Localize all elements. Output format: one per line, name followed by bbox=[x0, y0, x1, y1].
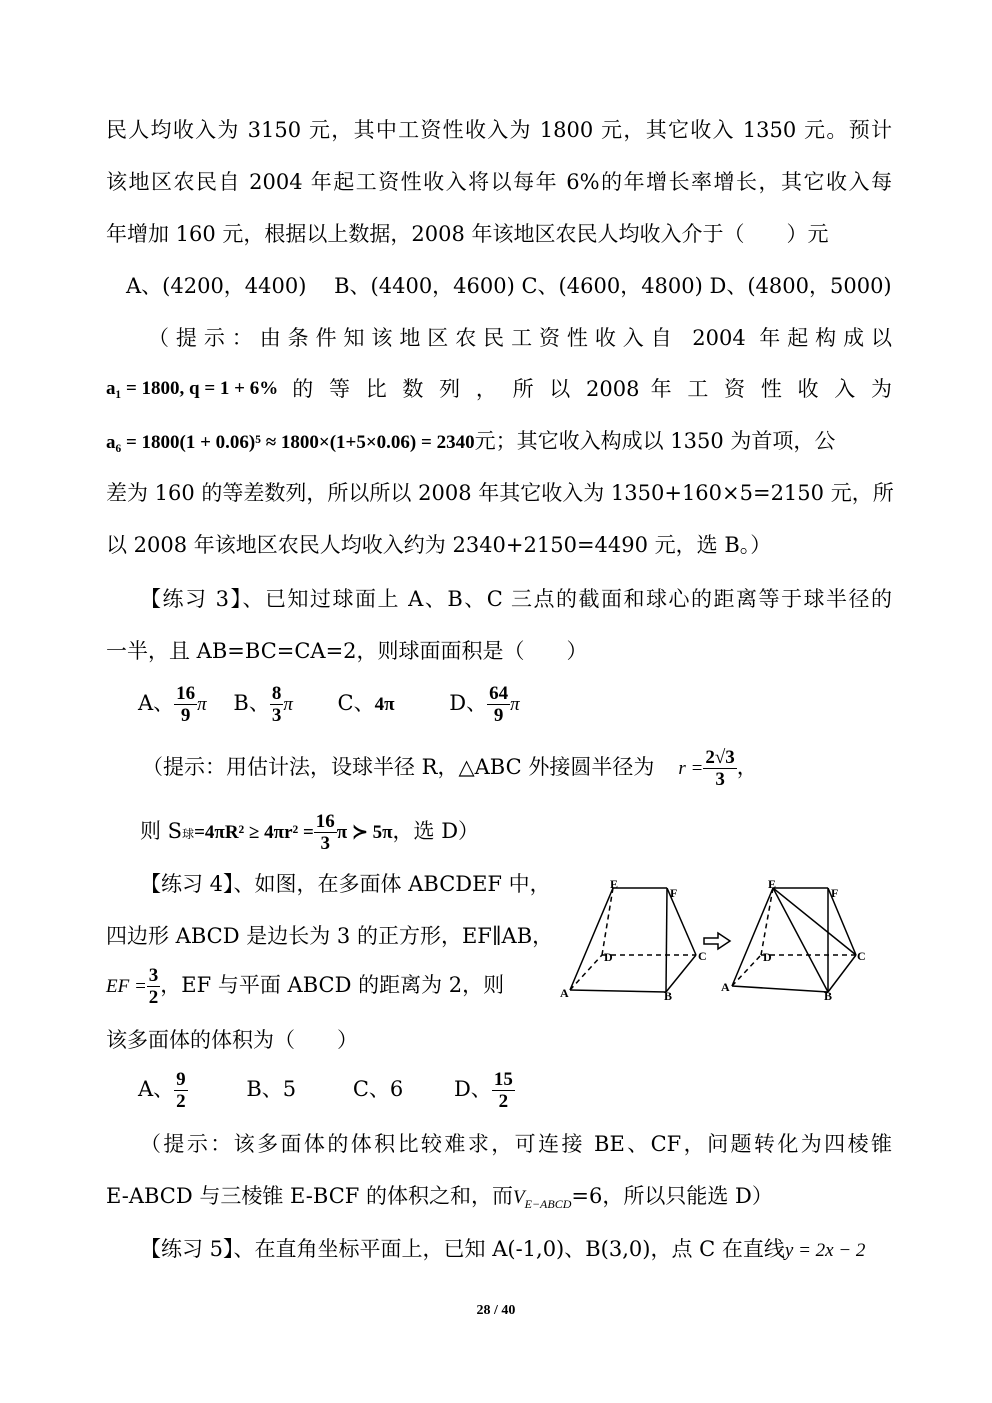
sphere-area-fraction: $\frac{16}{3}$ bbox=[315, 811, 335, 854]
options-line-1: A、(4200，4400) B、(4400，4600) C、(4600，4800) D、(4800，5000) bbox=[126, 274, 892, 298]
hint-text-2: 的 等 比 数 列 ， 所 以 2008 年 工 资 性 收 入 为 bbox=[292, 377, 892, 401]
option-a-fraction-2: $\frac{9}{2}$ bbox=[176, 1069, 186, 1112]
svg-text:D: D bbox=[763, 950, 772, 964]
hint-text-3: 元；其它收入构成以 1350 为首项，公 bbox=[474, 429, 836, 453]
svg-text:E: E bbox=[610, 877, 619, 891]
hint-line-3 bbox=[106, 426, 892, 458]
option-d-label: D、 bbox=[449, 691, 488, 715]
exercise-4-options: A、 $\frac{9}{2}$ B、5 C、6 D、 $\frac{15}{2}$ bbox=[138, 1069, 513, 1112]
svg-text:A: A bbox=[560, 986, 569, 1000]
math-expr-a6: a₆ = 1800(1 + 0.06)⁵ ≈ 1800×(1+5×0.06) = 2340 bbox=[106, 432, 475, 453]
option-b-label: B、 bbox=[233, 691, 270, 715]
hint-line-5: 以 2008 年该地区农民人均收入约为 2340+2150=4490 元，选 B。） bbox=[106, 533, 772, 557]
text-line-1: 民人均收入为 3150 元，其中工资性收入为 1800 元，其它收入 1350 元。预计 bbox=[106, 118, 892, 142]
sphere-area-expr: =4πR² ≥ 4πr² = bbox=[194, 822, 314, 843]
hint-line-2 bbox=[106, 374, 892, 404]
hint-line-1: （提示：由条件知该地区农民工资性收入自 2004 年起构成以 bbox=[148, 326, 892, 350]
ef-fraction: $\frac{3}{2}$ bbox=[148, 965, 159, 1008]
svg-text:B: B bbox=[824, 989, 833, 1003]
option-d-fraction: $\frac{64}{9}$ bbox=[489, 683, 509, 726]
exercise-5-line-1: 【练习 5】、在直角坐标平面上，已知 A(-1,0)、B(3,0)，点 C 在直线y = 2x − 2 bbox=[140, 1237, 866, 1261]
svg-text:B: B bbox=[664, 989, 673, 1003]
exercise-4-line-4: 该多面体的体积为（ ） bbox=[106, 1028, 358, 1052]
text-line-2: 该地区农民自 2004 年起工资性收入将以每年 6%的年增长率增长，其它收入每 bbox=[106, 170, 892, 194]
exercise-4-hint-2: E-ABCD 与三棱锥 E-BCF 的体积之和，而$V_{E-ABCD}=6$，所以只能选 D） bbox=[106, 1184, 773, 1211]
radius-symbol: r = bbox=[678, 758, 704, 779]
exercise-4-line-3: EF = $\frac{3}{2}$ ，EF 与平面 ABCD 的距离为 2，则 bbox=[106, 965, 505, 1008]
math-expr-a1: a₁ = 1800, q = 1 + 6% bbox=[106, 378, 279, 399]
option-d-fraction-2: $\frac{15}{2}$ bbox=[493, 1069, 513, 1112]
option-c-label: C、 bbox=[337, 691, 375, 715]
exercise-3-hint-1: （提示：用估计法，设球半径 R，△ABC 外接圆半径为 r = $\frac{2√3}{3}$ ， bbox=[142, 747, 758, 790]
svg-text:C: C bbox=[857, 949, 866, 963]
svg-text:C: C bbox=[698, 949, 707, 963]
option-a-label: A、 bbox=[138, 691, 175, 715]
option-a-fraction: $\frac{16}{9}$ bbox=[176, 683, 196, 726]
svg-text:D: D bbox=[604, 950, 613, 964]
exercise-3-line-2: 一半，且 AB=BC=CA=2，则球面面积是（ ） bbox=[106, 639, 588, 663]
text-line-3: 年增加 160 元，根据以上数据，2008 年该地区农民人均收入介于（ ）元 bbox=[106, 222, 829, 246]
exercise-3-options: A、 $\frac{16}{9}$ π B、 $\frac{8}{3}$ π C、4π D、 $\frac{64}{9}$ π bbox=[138, 683, 520, 726]
svg-text:E: E bbox=[768, 877, 777, 891]
exercise-4-line-1: 【练习 4】、如图，在多面体 ABCDEF 中， bbox=[140, 872, 551, 896]
hint-line-4: 差为 160 的等差数列，所以所以 2008 年其它收入为 1350+160×5=2150 元，所 bbox=[106, 481, 894, 505]
polyhedron-figure bbox=[560, 875, 870, 1005]
page-number: 28 / 40 bbox=[476, 1303, 516, 1318]
exercise-3-hint-2: 则 S球=4πR² ≥ 4πr² = $\frac{16}{3}$ π ≻ 5π，选 D） bbox=[140, 811, 480, 854]
option-c-value: 4π bbox=[374, 694, 395, 715]
exercise-4-hint-1: （提示：该多面体的体积比较难求，可连接 BE、CF，问题转化为四棱锥 bbox=[140, 1132, 892, 1156]
radius-fraction: $\frac{2√3}{3}$ bbox=[705, 747, 735, 790]
exercise-3-line-1: 【练习 3】、已知过球面上 A、B、C 三点的截面和球心的距离等于球半径的 bbox=[140, 587, 892, 611]
option-b-fraction: $\frac{8}{3}$ bbox=[271, 683, 282, 726]
svg-text:F: F bbox=[670, 886, 678, 900]
svg-text:F: F bbox=[831, 886, 839, 900]
svg-text:A: A bbox=[721, 980, 730, 994]
exercise-4-line-2: 四边形 ABCD 是边长为 3 的正方形，EF∥AB， bbox=[106, 924, 554, 948]
